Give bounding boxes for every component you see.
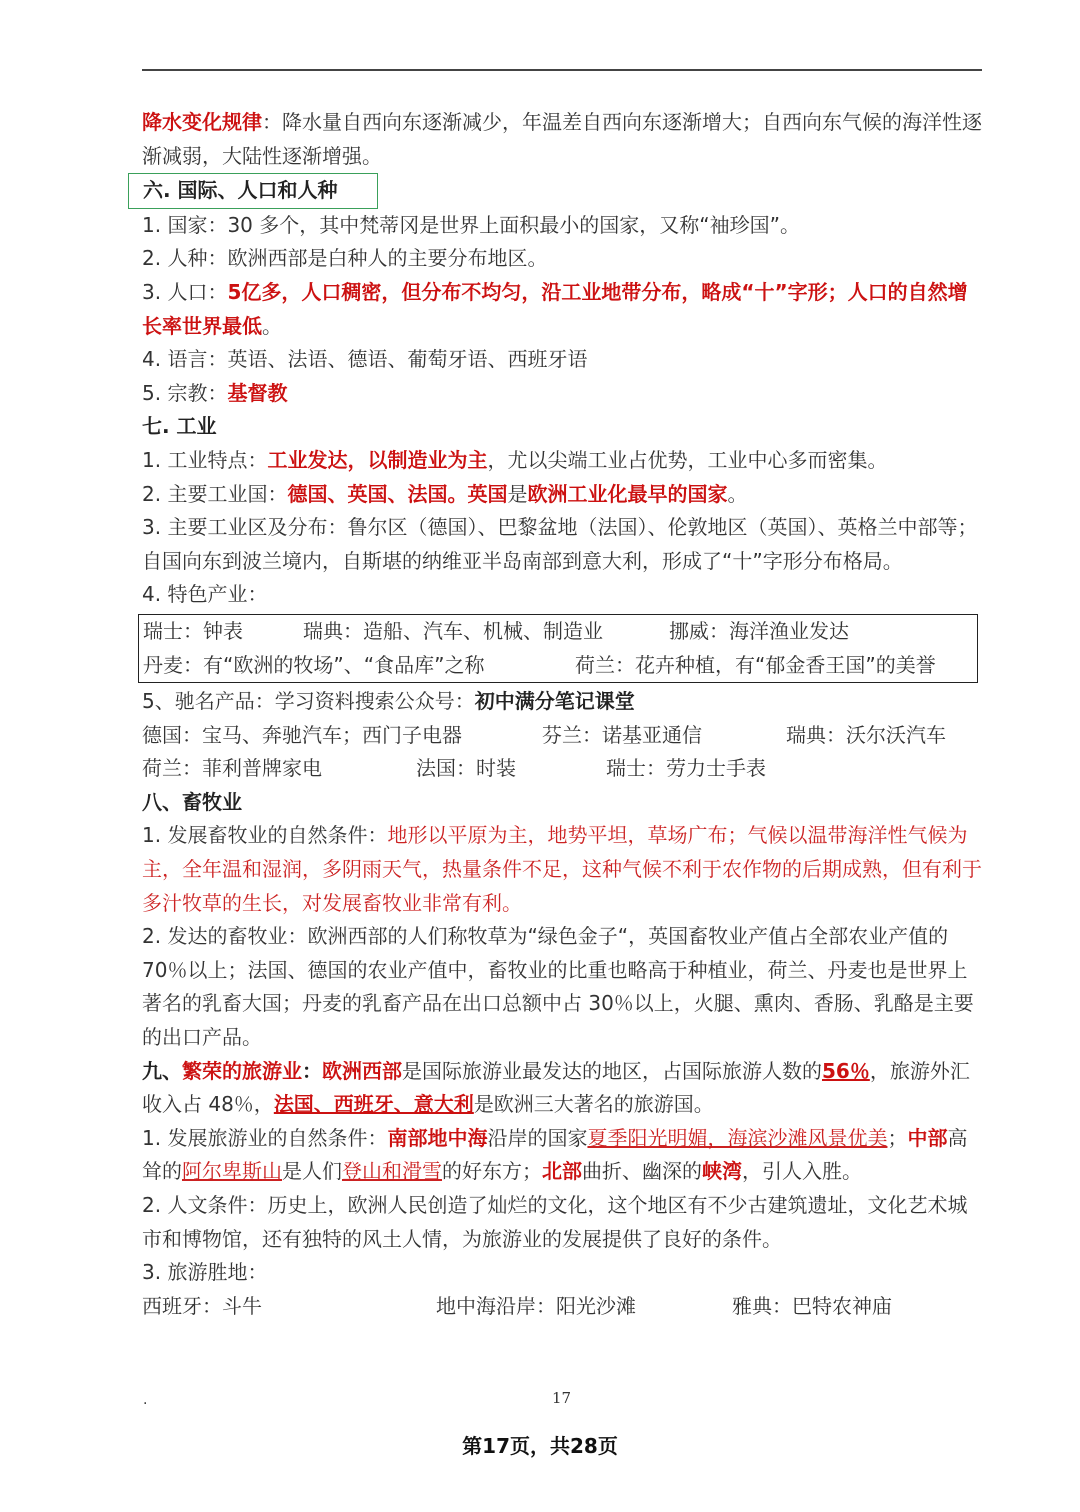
product-finland: 芬兰：诺基亚通信 — [542, 722, 702, 747]
s7-item2-mid: 是 — [507, 481, 528, 506]
s6-item5-label: 5. 宗教： — [142, 380, 228, 405]
s9-item1-red5: 登山和滑雪 — [342, 1159, 442, 1184]
s9-item1-red7: 峡湾 — [702, 1159, 742, 1184]
s6-item3-end: 。 — [262, 313, 282, 338]
page-count: 第17页，共28页 — [462, 1434, 618, 1458]
s9-item1-red3: 中部 — [907, 1125, 948, 1150]
site-spain: 西班牙：斗牛 — [142, 1293, 262, 1318]
s9-intro-t3: 是欧洲三大著名的旅游国。 — [473, 1092, 714, 1117]
s9-item1-t6: 曲折、幽深的 — [582, 1159, 702, 1184]
s7-item5-label: 5、驰名产品：学习资料搜索公众号： — [142, 689, 475, 714]
s9-item1-red6: 北部 — [542, 1159, 582, 1184]
precip-text: ：降水量自西向东逐渐减少，年温差自西向东逐渐增大；自西向东气候的海洋性逐渐减弱，大陆性逐渐增强。 — [142, 110, 982, 168]
s7-item2-label: 2. 主要工业国： — [142, 481, 288, 506]
s8-item1-red: 地形以平原为主，地势平坦，草场广布；气候以温带海洋性气候为主，全年温和湿润，多阴雨天气，热量条件不足，这种气候不利于农作物的后期成熟，但有利于多汁牧草的生长，对发展畜牧业非常有利。 — [142, 823, 982, 915]
s6-item3-label: 3. 人口： — [142, 279, 228, 304]
s9-item1 — [142, 1122, 984, 1189]
section9-colon: ： — [302, 1058, 322, 1083]
s7-item4: 4. 特色产业： — [142, 582, 268, 607]
special-industry-row — [143, 649, 973, 683]
s6-item5 — [142, 377, 984, 411]
s7-item1 — [142, 444, 984, 478]
s7-item3: 3. 主要工业区及分布：鲁尔区（德国）、巴黎盆地（法国）、伦敦地区（英国）、英格兰中部等；自国向东到波兰境内，自斯堪的纳维亚半岛南部到意大利，形成了“十”字形分布格局。 — [142, 515, 978, 573]
s6-item4: 4. 语言：英语、法语、德语、葡萄牙语、西班牙语 — [142, 347, 588, 372]
s6-item5-text: 基督教 — [227, 380, 288, 405]
s9-intro-red2: 法国、西班牙、意大利 — [273, 1092, 474, 1117]
s9-intro — [142, 1055, 984, 1122]
s9-item1-red2: 夏季阳光明媚，海滨沙滩风景优美 — [587, 1125, 888, 1150]
s6-item3 — [142, 276, 984, 343]
s9-item1-t1: 沿岸的国家 — [487, 1125, 588, 1150]
s9-intro-t1: 是国际旅游业最发达的地区，占国际旅游人数的 — [402, 1058, 822, 1083]
s9-item2: 2. 人文条件：历史上，欧洲人民创造了灿烂的文化，这个地区有不少古建筑遗址，文化艺术城市和博物馆，还有独特的风土人情，为旅游业的发展提供了良好的条件。 — [142, 1193, 968, 1251]
section6-heading: 六. 国际、人口和人种 — [128, 173, 378, 209]
s6-item1: 1. 国家：30 多个，其中梵蒂冈是世界上面积最小的国家，又称“袖珍国”。 — [142, 212, 800, 237]
footer-dot: . — [143, 1392, 148, 1408]
industry-denmark: 丹麦：有“欧洲的牧场”、“食品库”之称 — [143, 652, 485, 677]
s6-item2: 2. 人种：欧洲西部是白种人的主要分布地区。 — [142, 246, 548, 271]
products-row — [142, 752, 984, 786]
precip-paragraph — [142, 106, 984, 173]
s9-item1-red4: 阿尔卑斯山 — [182, 1159, 282, 1184]
s7-item1-label: 1. 工业特点： — [142, 447, 268, 472]
s9-item1-t5: 的好东方； — [442, 1159, 542, 1184]
header-rule — [142, 69, 982, 71]
s7-item5 — [142, 685, 984, 719]
s9-item1-t7: ，引人入胜。 — [742, 1159, 862, 1184]
product-switzerland: 瑞士：劳力士手表 — [606, 756, 766, 781]
special-industry-row — [143, 615, 973, 649]
industry-netherlands: 荷兰：花卉种植，有“郁金香王国”的美誉 — [575, 652, 936, 677]
s8-item1 — [142, 819, 984, 920]
product-netherlands: 荷兰：菲利普牌家电 — [142, 756, 322, 781]
section8-heading: 八、畜牧业 — [142, 789, 242, 814]
page-content — [142, 106, 984, 1323]
s9-item1-label: 1. 发展旅游业的自然条件： — [142, 1125, 388, 1150]
s9-intro-pct: 56％ — [822, 1058, 870, 1083]
products-row — [142, 719, 984, 753]
s7-item2-red: 德国、英国、法国。英国 — [287, 481, 508, 506]
s9-item3: 3. 旅游胜地： — [142, 1260, 268, 1285]
s9-intro-t2: ，旅游外汇收入占 48％， — [142, 1058, 970, 1117]
s8-item2: 2. 发达的畜牧业：欧洲西部的人们称牧草为“绿色金子“，英国畜牧业产值占全部农业产值的 70％以上；法国、德国的农业产值中，畜牧业的比重也略高于种植业，荷兰、丹麦也是世界上著名的乳畜大国；丹麦的乳畜产品在出口总额中占 30％以上，火腿、熏肉、香肠、乳酪是主要的出口产品。 — [142, 924, 974, 1050]
s7-item2-red2: 欧洲工业化最早的国家 — [527, 481, 728, 506]
s7-item1-rest: ，尤以尖端工业占优势，工业中心多而密集。 — [487, 447, 888, 472]
s6-item3-text: 5亿多，人口稠密，但分布不均匀，沿工业地带分布，略成“十”字形；人口的自然增长率世界最低 — [142, 279, 968, 338]
site-mediterranean: 地中海沿岸：阳光沙滩 — [436, 1293, 636, 1318]
industry-switzerland: 瑞士：钟表 — [143, 618, 243, 643]
product-germany: 德国：宝马、奔驰汽车；西门子电器 — [142, 722, 462, 747]
s7-item5-bold: 初中满分笔记课堂 — [474, 689, 635, 714]
s9-item1-red1: 南部地中海 — [387, 1125, 488, 1150]
s7-item2 — [142, 478, 984, 512]
sites-row — [142, 1290, 984, 1324]
s9-item1-t4: 是人们 — [282, 1159, 342, 1184]
s9-item1-t2: ； — [887, 1125, 908, 1150]
s8-item1-label: 1. 发展畜牧业的自然条件： — [142, 823, 388, 848]
s9-item1-t3: 高耸的 — [142, 1125, 968, 1184]
site-athens: 雅典：巴特农神庙 — [732, 1293, 892, 1318]
precip-title: 降水变化规律 — [142, 110, 262, 134]
product-france: 法国：时装 — [416, 756, 516, 781]
special-industry-box — [138, 614, 978, 683]
section9-heading: 繁荣的旅游业 — [182, 1058, 302, 1083]
page-number: 17 — [552, 1389, 572, 1407]
industry-sweden: 瑞典：造船、汽车、机械、制造业 — [303, 618, 603, 643]
section7-heading: 七. 工业 — [142, 414, 217, 439]
industry-norway: 挪威：海洋渔业发达 — [669, 618, 849, 643]
s9-intro-red1: 欧洲西部 — [322, 1058, 402, 1083]
section9-heading-num: 九、 — [142, 1058, 182, 1083]
s7-item1-red: 工业发达，以制造业为主 — [267, 447, 488, 472]
s7-item2-end: 。 — [727, 481, 748, 506]
product-sweden: 瑞典：沃尔沃汽车 — [786, 722, 946, 747]
